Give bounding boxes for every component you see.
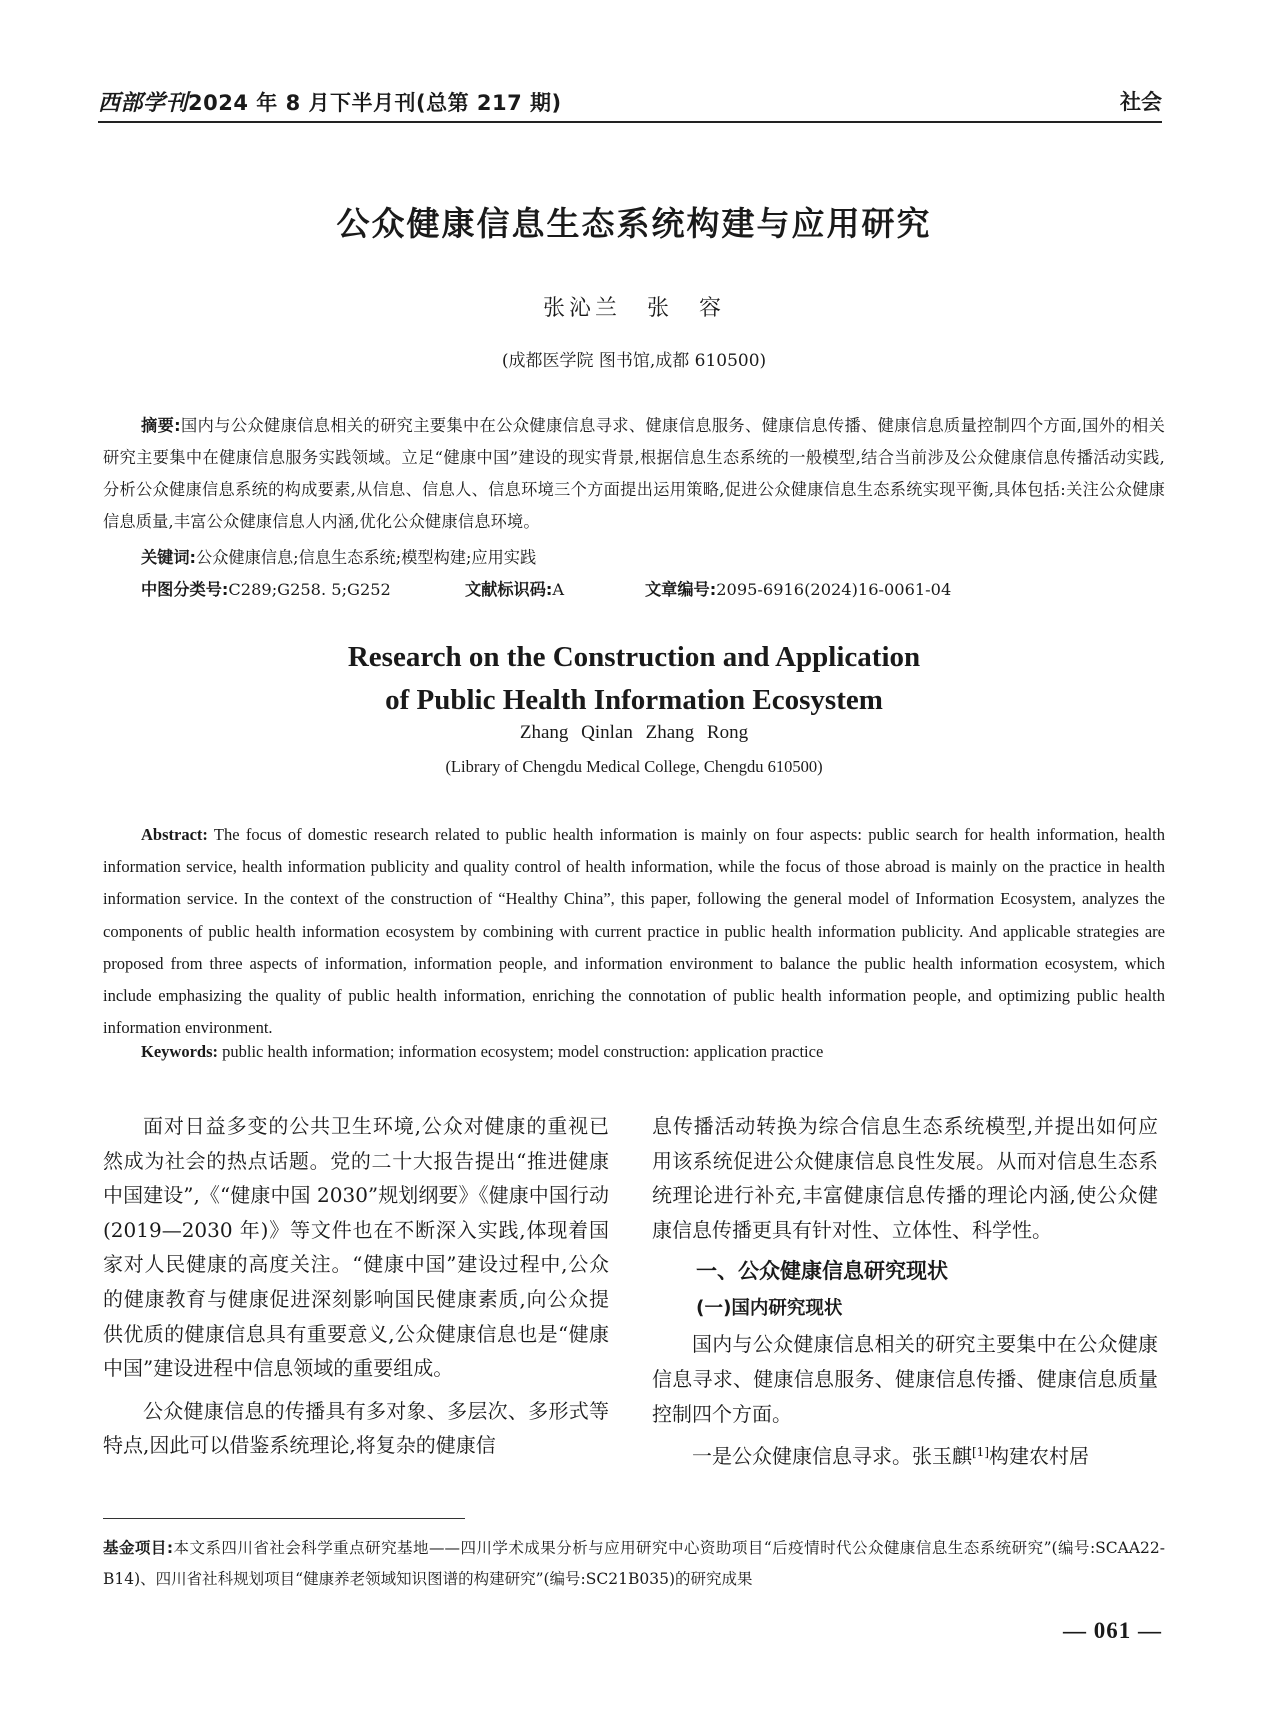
english-abstract-text: The focus of domestic research related to public health information is mainly on four aspects: public search for health information, health information service, health information publicity and quality control of health information, while the focus of those abroad is mainly on the practice in health information service. In the context of the construction of “Healthy China”, this paper, following the general model of Information Ecosystem, analyzes the components of public health information ecosystem by combining with current practice in public health information publicity. And applicable strategies are proposed from three aspects of information, information people, and information environment to balance the public health information ecosystem, which include emphasizing the quality of public health information, enriching the connotation of public health information people, and optimizing public health information environment. [103, 825, 1165, 1038]
issue-info: 2024 年 8 月下半月刊(总第 217 期) [188, 91, 562, 115]
chinese-authors: 张沁兰 张 容 [542, 296, 725, 321]
article-no-value: 2095-6916(2024)16-0061-04 [716, 580, 952, 599]
header-rule [98, 121, 1162, 123]
body-text: 一是公众健康信息寻求。张玉麒 [692, 1444, 972, 1469]
funding-footnote [103, 1533, 1165, 1595]
body-paragraph: 公众健康信息的传播具有多对象、多层次、多形式等特点,因此可以借鉴系统理论,将复杂的健康信 [103, 1398, 609, 1458]
footnote-text: 本文系四川省社会科学重点研究基地——四川学术成果分析与应用研究中心资助项目“后疫情时代公众健康信息生态系统研究”(编号:SCAA22-B14)、四川省社科规划项目“健康养老领域知识图谱的构建研究”(编号:SC21B035)的研究成果 [103, 1539, 1165, 1588]
english-keywords-text: public health information; information ecosystem; model construction: application practice [222, 1042, 824, 1061]
english-title [0, 636, 1268, 722]
chinese-abstract [103, 410, 1165, 538]
body-paragraph: 国内与公众健康信息相关的研究主要集中在公众健康信息寻求、健康信息服务、健康信息传播、健康信息质量控制四个方面。 [652, 1332, 1158, 1426]
english-title-line-1: Research on the Construction and Application [347, 641, 921, 673]
subsection-heading: (一)国内研究现状 [696, 1298, 843, 1320]
footnote-label: 基金项目: [103, 1539, 174, 1557]
chinese-keywords [141, 544, 536, 568]
journal-logo: 西部学刊 [98, 90, 189, 116]
classification-line [141, 576, 951, 600]
doc-code-label: 文献标识码: [465, 580, 553, 599]
english-abstract-label: Abstract: [141, 825, 208, 844]
body-paragraph [652, 1439, 1158, 1474]
abstract-label: 摘要: [141, 416, 181, 435]
doc-code-value: A [552, 580, 565, 599]
body-paragraph: 息传播活动转换为综合信息生态系统模型,并提出如何应用该系统促进公众健康信息良性发展。从而对信息生态系统理论进行补充,丰富健康信息传播的理论内涵,使公众健康信息传播更具有针对性、立体性、科学性。 [652, 1114, 1158, 1242]
abstract-text: 国内与公众健康信息相关的研究主要集中在公众健康信息寻求、健康信息服务、健康信息传播、健康信息质量控制四个方面,国外的相关研究主要集中在健康信息服务实践领域。立足“健康中国”建设的现实背景,根据信息生态系统的一般模型,结合当前涉及公众健康信息传播活动实践,分析公众健康信息系统的构成要素,从信息、信息人、信息环境三个方面提出运用策略,促进公众健康信息生态系统实现平衡,具体包括:关注公众健康信息质量,丰富公众健康信息人内涵,优化公众健康信息环境。 [103, 416, 1165, 531]
keywords-label: 关键词: [141, 548, 197, 567]
chinese-title: 公众健康信息生态系统构建与应用研究 [336, 204, 932, 243]
clc-value: C289;G258. 5;G252 [228, 580, 391, 599]
chinese-affiliation: (成都医学院 图书馆,成都 610500) [501, 351, 767, 371]
body-paragraph: 面对日益多变的公共卫生环境,公众对健康的重视已然成为社会的热点话题。党的二十大报告提出“推进健康中国建设”,《“健康中国 2030”规划纲要》《健康中国行动(2019—2030 年)》等文件也在不断深入实践,体现着国家对人民健康的高度关注。“健康中国”建设过程中,公众的健康教育与健康促进深刻影响国民健康素质,向公众提供优质的健康信息具有重要意义,公众健康信息也是“健康中国”建设进程中信息领域的重要组成。 [103, 1114, 609, 1381]
footnote-rule [103, 1518, 465, 1519]
english-abstract [103, 819, 1165, 1044]
page-number: — 061 — [1063, 1618, 1162, 1643]
clc-label: 中图分类号: [141, 580, 229, 599]
english-title-line-2: of Public Health Information Ecosystem [385, 684, 883, 716]
article-no-label: 文章编号: [645, 580, 717, 599]
english-keywords [141, 1042, 823, 1062]
citation-ref: [1] [972, 1445, 989, 1460]
english-affiliation: (Library of Chengdu Medical College, Chengdu 610500) [445, 757, 823, 776]
english-authors: Zhang Qinlan Zhang Rong [519, 722, 749, 743]
english-keywords-label: Keywords: [141, 1042, 218, 1061]
running-header [98, 86, 1162, 118]
body-column-left [103, 1109, 609, 1463]
keywords-text: 公众健康信息;信息生态系统;模型构建;应用实践 [196, 548, 537, 567]
section-label: 社会 [1120, 90, 1162, 114]
journal-issue [98, 86, 562, 117]
section-heading: 一、公众健康信息研究现状 [696, 1259, 948, 1284]
body-column-right [652, 1109, 1158, 1474]
body-text: 构建农村居 [989, 1444, 1089, 1469]
